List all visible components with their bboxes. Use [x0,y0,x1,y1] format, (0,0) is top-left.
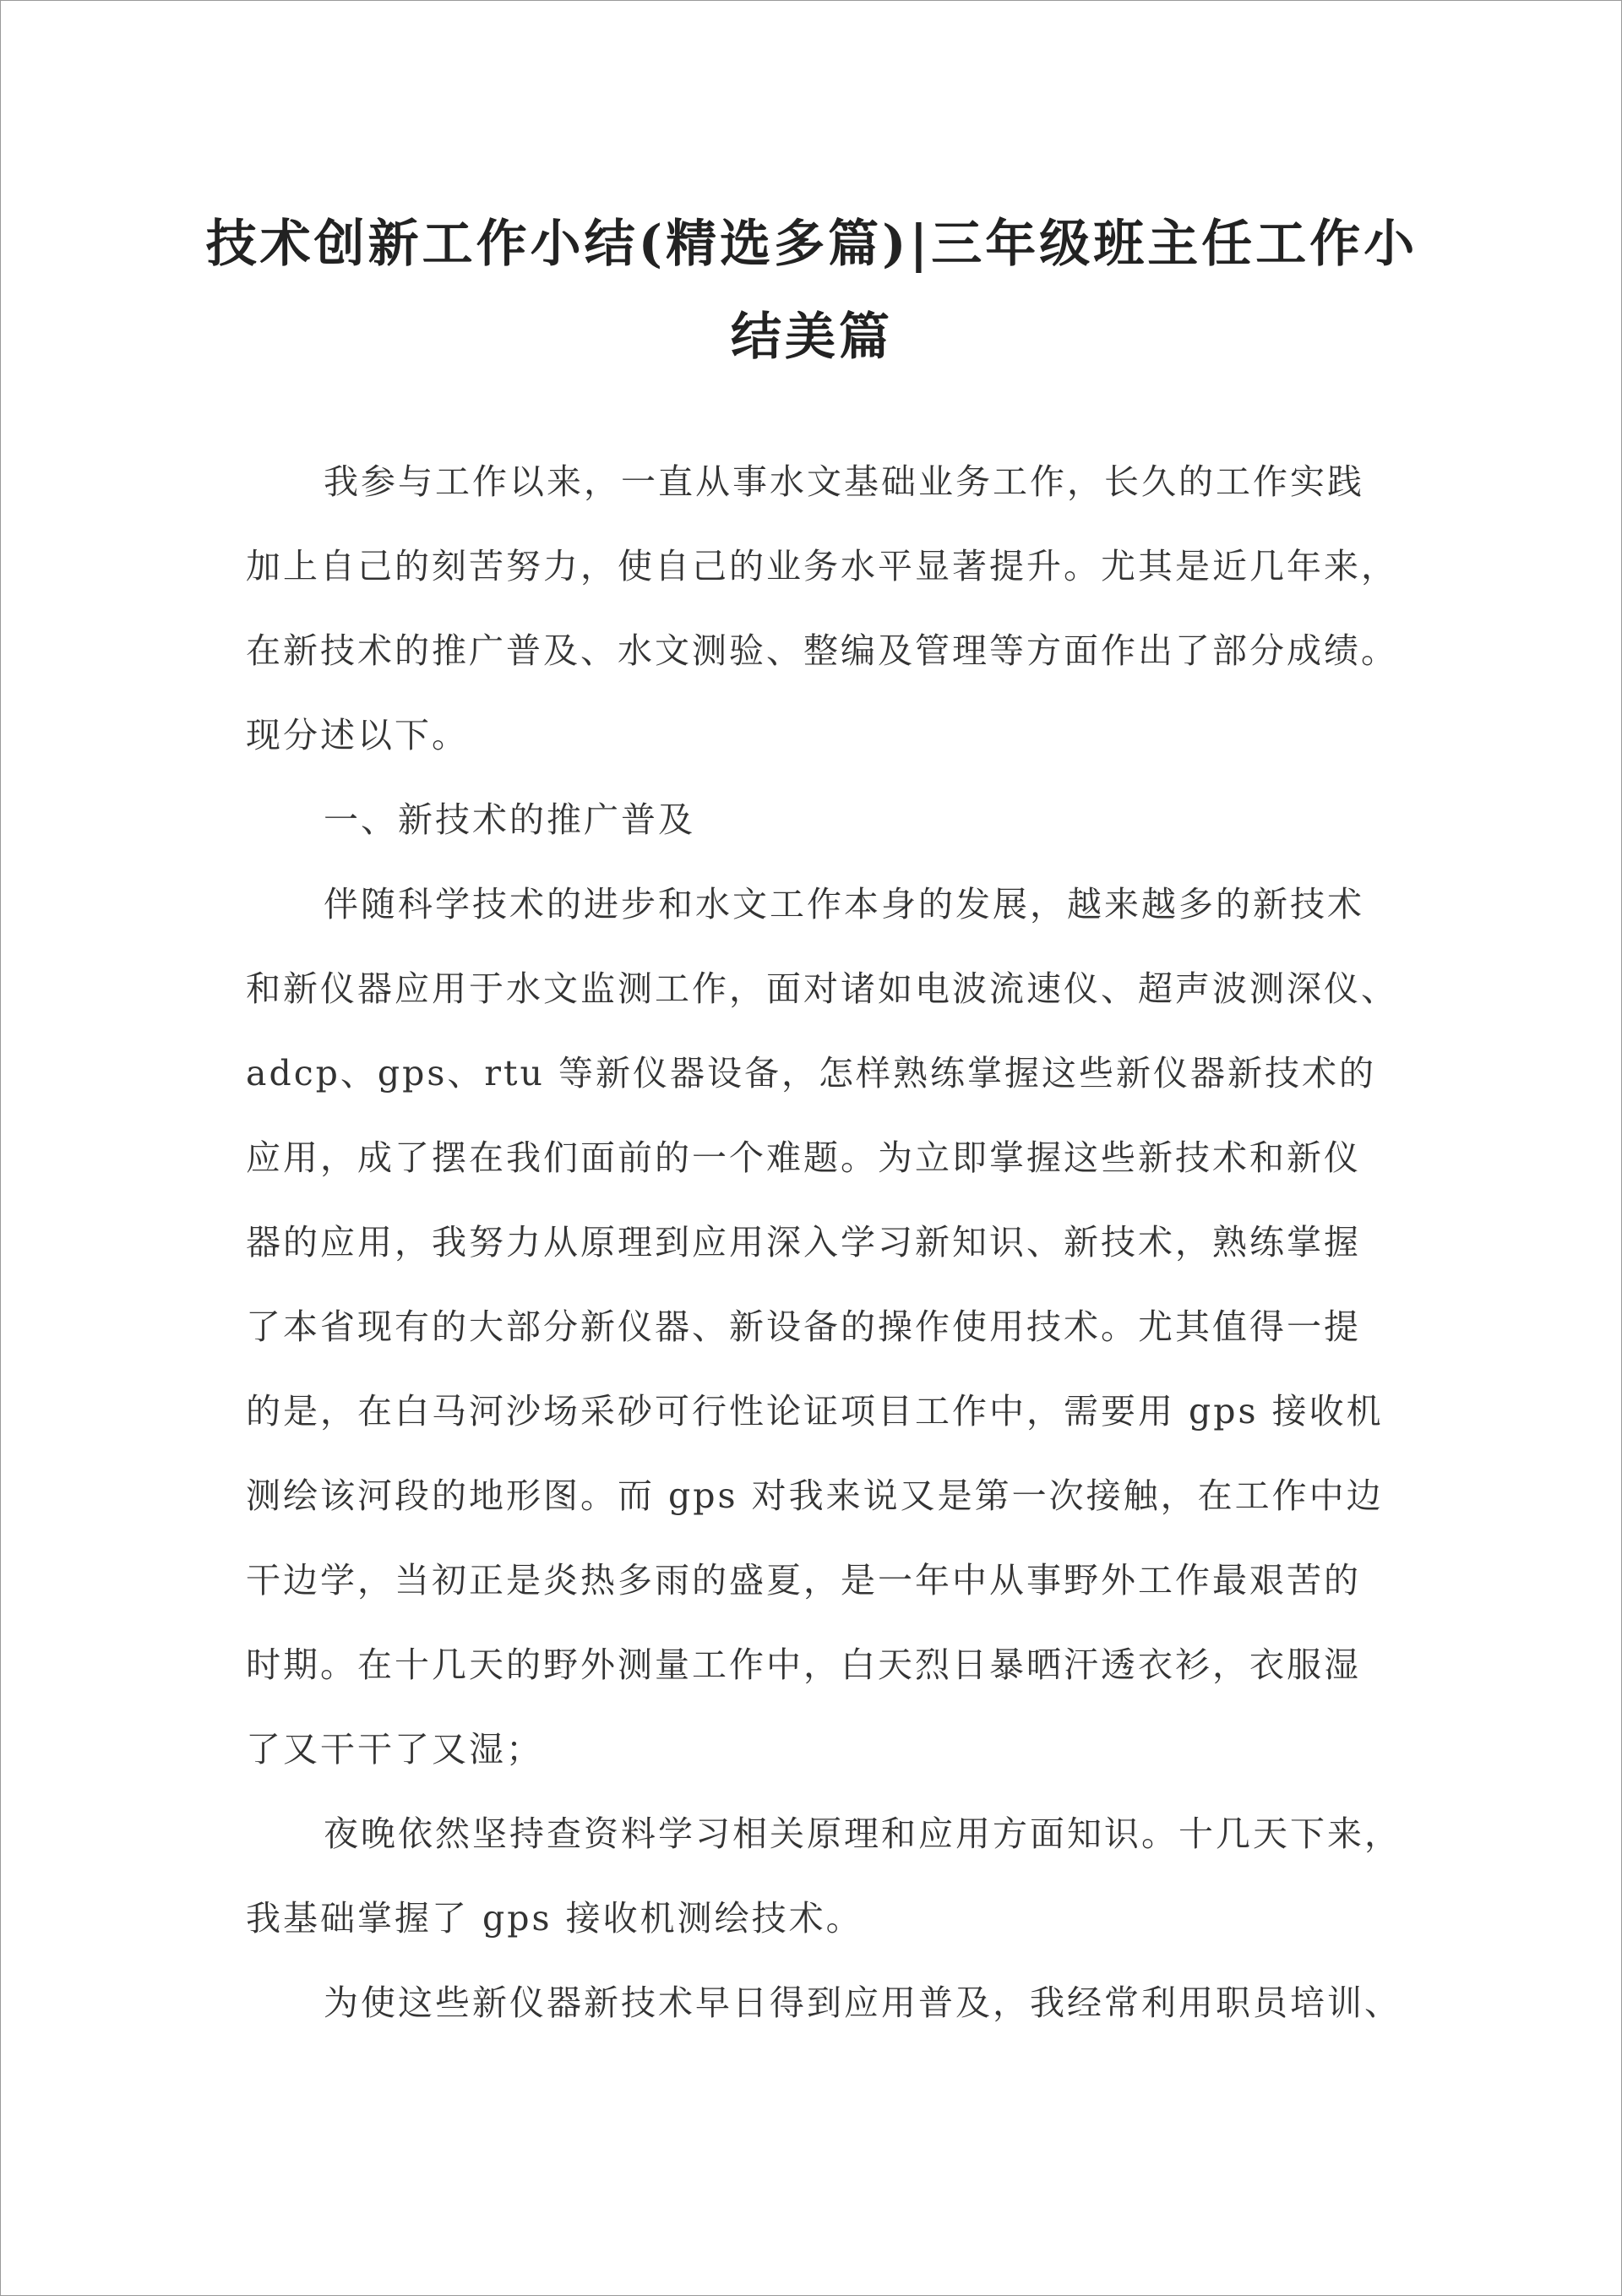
document-title-line-2: 结美篇 [731,308,893,367]
body-line: 在新技术的推广普及、水文测验、整编及管理等方面作出了部分成绩。 [246,630,1398,671]
body-line: 测绘该河段的地形图。而 gps 对我来说又是第一次接触，在工作中边 [246,1475,1384,1516]
body-line: 干边学，当初正是炎热多雨的盛夏，是一年中从事野外工作最艰苦的 [246,1560,1361,1601]
document-title-line-1: 技术创新工作小结(精选多篇)|三年级班主任工作小 [205,215,1418,274]
body-line: 时期。在十几天的野外测量工作中，白天烈日暴晒汗透衣衫，衣服湿 [246,1644,1361,1685]
body-line: 我参与工作以来，一直从事水文基础业务工作，长久的工作实践 [324,461,1364,502]
body-line: 为使这些新仪器新技术早日得到应用普及，我经常利用职员培训、 [324,1982,1402,2023]
body-line: 器的应用，我努力从原理到应用深入学习新知识、新技术，熟练掌握 [246,1222,1361,1263]
body-line: 了本省现有的大部分新仪器、新设备的操作使用技术。尤其值得一提 [246,1306,1361,1347]
body-line: 我基础掌握了 gps 接收机测绘技术。 [246,1898,863,1939]
body-line: 夜晚依然坚持查资料学习相关原理和应用方面知识。十几天下来， [324,1813,1402,1854]
body-line: 和新仪器应用于水文监测工作，面对诸如电波流速仪、超声波测深仪、 [246,968,1398,1009]
body-line: 了又干干了又湿； [246,1729,543,1770]
body-line: 加上自己的刻苦努力，使自己的业务水平显著提升。尤其是近几年来， [246,546,1398,586]
body-line: 的是，在白马河沙场采砂可行性论证项目工作中，需要用 gps 接收机 [246,1391,1384,1432]
body-line: adcp、gps、rtu 等新仪器设备，怎样熟练掌握这些新仪器新技术的 [246,1053,1376,1093]
body-line: 应用，成了摆在我们面前的一个难题。为立即掌握这些新技术和新仪 [246,1137,1361,1178]
body-line: 伴随科学技术的进步和水文工作本身的发展，越来越多的新技术 [324,884,1364,924]
body-line: 现分述以下。 [246,715,469,755]
section-heading: 一、新技术的推广普及 [324,799,695,840]
